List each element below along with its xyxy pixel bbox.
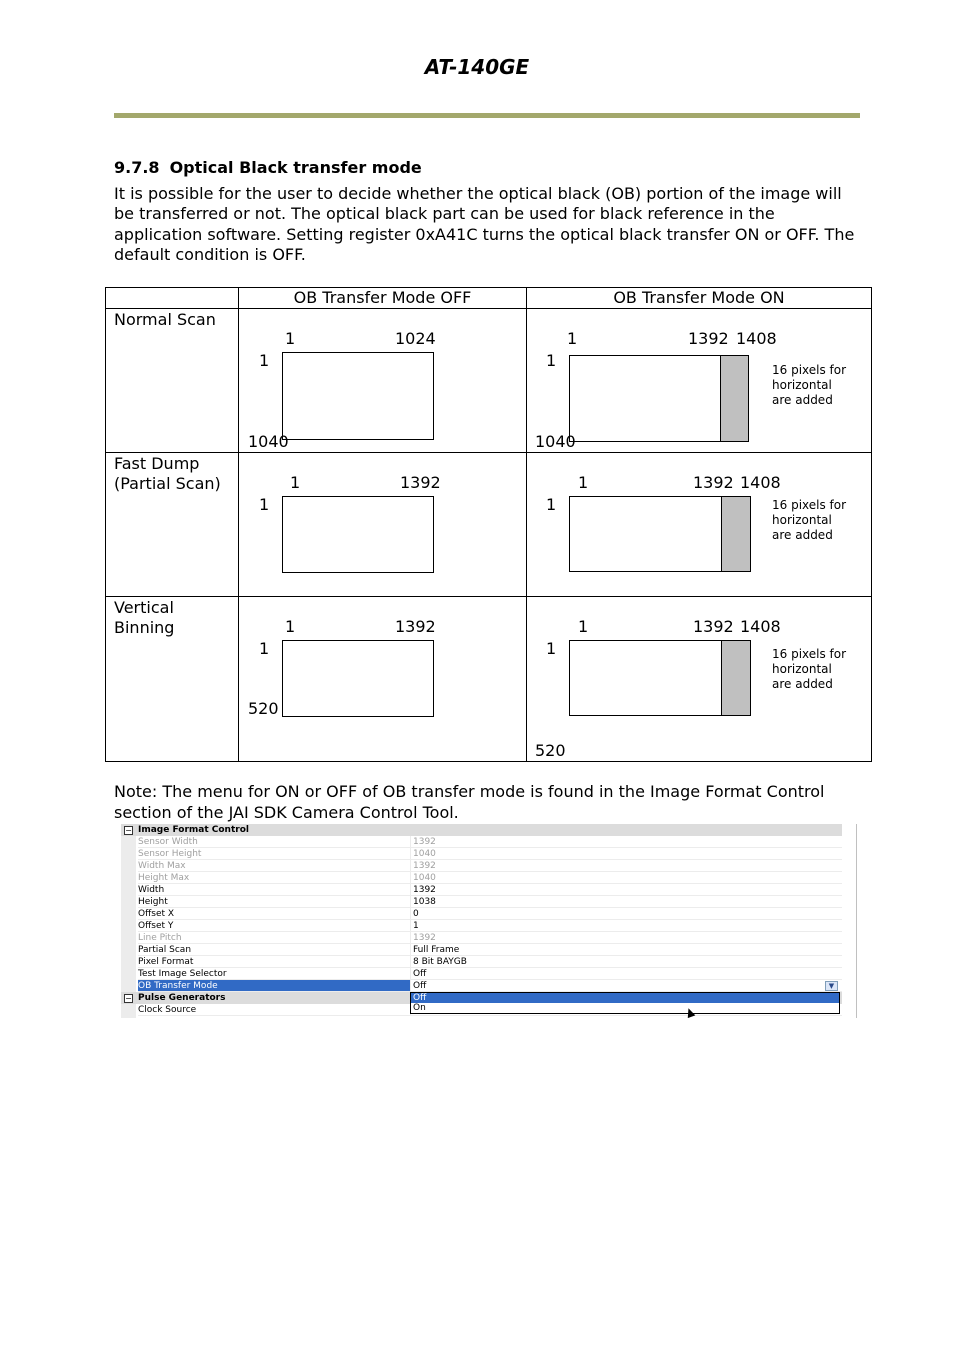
property-name: Sensor Width [138, 836, 410, 848]
property-row[interactable] [121, 836, 842, 848]
y-start-label: 1 [546, 639, 557, 658]
property-value[interactable]: Full Frame [410, 944, 842, 956]
table-header-blank [106, 288, 239, 309]
property-value[interactable]: 1 [410, 920, 842, 932]
property-name: Height [138, 896, 410, 908]
x-start-label: 1 [285, 329, 296, 348]
property-name: Height Max [138, 872, 410, 884]
property-value[interactable]: Off [410, 980, 842, 992]
x-start-label: 1 [285, 617, 296, 636]
row-label: Fast Dump (Partial Scan) [106, 453, 239, 597]
x-ob-label: 1408 [736, 329, 777, 348]
y-end-label: 520 [535, 741, 566, 760]
y-start-label: 1 [259, 495, 270, 514]
section-heading [114, 158, 422, 177]
property-name: Sensor Height [138, 848, 410, 860]
property-name: Clock Source [138, 1004, 410, 1016]
property-value[interactable]: 8 Bit BAYGB [410, 956, 842, 968]
ob-transfer-table [105, 287, 872, 762]
dropdown-option-on[interactable]: On [413, 1003, 426, 1013]
property-row[interactable] [121, 848, 842, 860]
property-name: Test Image Selector [138, 968, 410, 980]
image-area [569, 355, 721, 442]
y-end-label: 520 [248, 699, 279, 718]
optical-black-strip [720, 355, 749, 442]
property-value: 1392 [410, 860, 842, 872]
y-start-label: 1 [546, 351, 557, 370]
x-end-label: 1392 [400, 473, 441, 492]
image-area [282, 496, 434, 573]
camera-control-tool-grid [121, 824, 857, 1018]
property-value: 1392 [410, 932, 842, 944]
row-label: Vertical Binning [106, 597, 239, 762]
image-area [569, 640, 722, 716]
optical-black-strip [721, 640, 751, 716]
diagram-off [239, 597, 527, 762]
property-row[interactable] [121, 956, 842, 968]
dropdown-arrow-icon[interactable]: ▼ [825, 981, 838, 991]
diagram-on [527, 309, 872, 453]
property-name: Line Pitch [138, 932, 410, 944]
property-name: Offset X [138, 908, 410, 920]
table-row [106, 309, 872, 453]
diagram-on [527, 453, 872, 597]
property-name: Image Format Control [138, 825, 249, 835]
section-title: Optical Black transfer mode [169, 158, 422, 177]
x-end-label: 1024 [395, 329, 436, 348]
property-value [410, 824, 842, 836]
optical-black-strip [721, 496, 751, 572]
property-name: Pixel Format [138, 956, 410, 968]
property-row[interactable] [121, 932, 842, 944]
diagram-off [239, 453, 527, 597]
x-start-label: 1 [578, 473, 589, 492]
y-start-label: 1 [259, 351, 270, 370]
row-label: Normal Scan [106, 309, 239, 453]
x-ob-label: 1408 [740, 473, 781, 492]
property-row[interactable] [121, 920, 842, 932]
ob-note: 16 pixels for horizontal are added [772, 647, 847, 691]
x-start-label: 1 [290, 473, 301, 492]
property-row[interactable] [121, 884, 842, 896]
collapse-icon[interactable]: − [125, 826, 132, 835]
collapse-icon[interactable]: − [125, 994, 132, 1003]
property-value[interactable]: Off [410, 968, 842, 980]
section-body: It is possible for the user to decide whether the optical black (OB) portion of the image will be transferred or not. The optical black part can be used for black reference in the application software. Setting register 0xA41C turns the optical black transfer ON or OFF. The default condition is OFF. [114, 184, 855, 264]
y-start-label: 1 [259, 639, 270, 658]
diagram-on [527, 597, 872, 762]
property-row[interactable] [121, 968, 842, 980]
property-value: 1040 [410, 848, 842, 860]
property-name: Width [138, 884, 410, 896]
y-end-label: 1040 [248, 432, 289, 451]
property-name: Pulse Generators [138, 993, 226, 1003]
note-text: Note: The menu for ON or OFF of OB transfer mode is found in the Image Format Control section of the JAI SDK Camera Control Tool. [114, 782, 825, 822]
property-row[interactable] [121, 896, 842, 908]
ob-transfer-dropdown-list[interactable] [410, 992, 840, 1014]
property-value[interactable]: 1038 [410, 896, 842, 908]
property-row[interactable] [121, 860, 842, 872]
property-row[interactable] [121, 944, 842, 956]
section-number: 9.7.8 [114, 158, 160, 177]
image-area [569, 496, 722, 572]
document-title: AT-140GE [424, 55, 530, 79]
x-end-label: 1392 [395, 617, 436, 636]
table-row [106, 597, 872, 762]
ob-note: 16 pixels for horizontal are added [772, 498, 847, 542]
property-value[interactable]: 0 [410, 908, 842, 920]
image-area [282, 640, 434, 717]
table-header-off: OB Transfer Mode OFF [239, 288, 527, 309]
x-end-label: 1392 [693, 617, 734, 636]
property-value: 1392 [410, 836, 842, 848]
property-row[interactable] [121, 980, 842, 992]
property-row[interactable] [121, 908, 842, 920]
y-end-label: 1040 [535, 432, 576, 451]
x-end-label: 1392 [693, 473, 734, 492]
property-value: 1040 [410, 872, 842, 884]
property-name: Offset Y [138, 920, 410, 932]
ob-note: 16 pixels for horizontal are added [772, 363, 847, 407]
header-rule [114, 113, 860, 118]
table-header-on: OB Transfer Mode ON [527, 288, 872, 309]
table-row [106, 453, 872, 597]
table-header-row [106, 288, 872, 309]
property-name: Width Max [138, 860, 410, 872]
x-start-label: 1 [567, 329, 578, 348]
property-row[interactable] [121, 872, 842, 884]
x-start-label: 1 [578, 617, 589, 636]
image-area [282, 352, 434, 440]
x-end-label: 1392 [688, 329, 729, 348]
x-ob-label: 1408 [740, 617, 781, 636]
property-group-row[interactable] [121, 824, 842, 836]
diagram-off [239, 309, 527, 453]
property-value[interactable]: 1392 [410, 884, 842, 896]
y-start-label: 1 [546, 495, 557, 514]
property-name: Partial Scan [138, 944, 410, 956]
property-name: OB Transfer Mode [138, 980, 410, 992]
dropdown-option-off[interactable]: Off [411, 993, 839, 1003]
